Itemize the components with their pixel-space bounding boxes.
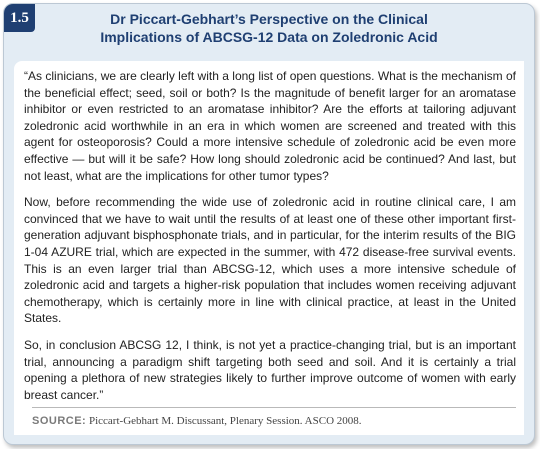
box-title-line-2: Implications of ABCSG-12 Data on Zoledronic Acid <box>100 29 438 45</box>
quote-content <box>14 61 524 403</box>
box-title <box>4 10 534 46</box>
box-number-badge: 1.5 <box>4 4 35 32</box>
quote-paragraph-1: “As clinicians, we are clearly left with a long list of open questions. What is the mechanism of the beneficial effect; seed, soil or both? Is the magnitude of benefit larger for an aromatase inhibitor or even restricted to an aromatase inhibitor? Are the efforts at tailoring adjuvant zoledronic acid worthwhile in an era in which women are screened and treated with this agent for osteoporosis? Could a more intensive schedule of zoledronic acid be even more effective — but will it be safe? How long should zoledronic acid be continued? And last, but not least, what are the implications for other tumor types? <box>24 69 516 183</box>
source-citation <box>32 415 362 427</box>
box-title-line-1: Dr Piccart-Gebhart’s Perspective on the Clinical <box>110 11 428 27</box>
box-body <box>14 61 524 435</box>
quote-paragraph-3: So, in conclusion ABCSG 12, I think, is not yet a practice-changing trial, but is an important trial, announcing a paradigm shift targeting both seed and soil. And it is certainly a trial opening a plethora of new strategies likely to further improve outcome of women with early breast cancer.” <box>24 337 516 402</box>
quote-paragraph-2: Now, before recommending the wide use of zoledronic acid in routine clinical care, I am convinced that we have to wait until the results of at least one of these other important first-generation adjuvant bisphosphonate trials, and in particular, for the interim results of the BIG 1-04 AZURE trial, which are expected in the summer, with 472 disease-free survival events. This is an even larger trial than ABCSG-12, which uses a more intensive schedule of zoledronic acid and targets a higher-risk population that includes women receiving adjuvant chemotherapy, which is certainly more in line with clinical practice, at least in the United States. <box>24 195 516 326</box>
source-text: Piccart-Gebhart M. Discussant, Plenary Session. ASCO 2008. <box>88 415 362 427</box>
source-divider <box>32 407 516 408</box>
source-label: SOURCE: <box>32 415 87 427</box>
info-box <box>3 3 535 445</box>
